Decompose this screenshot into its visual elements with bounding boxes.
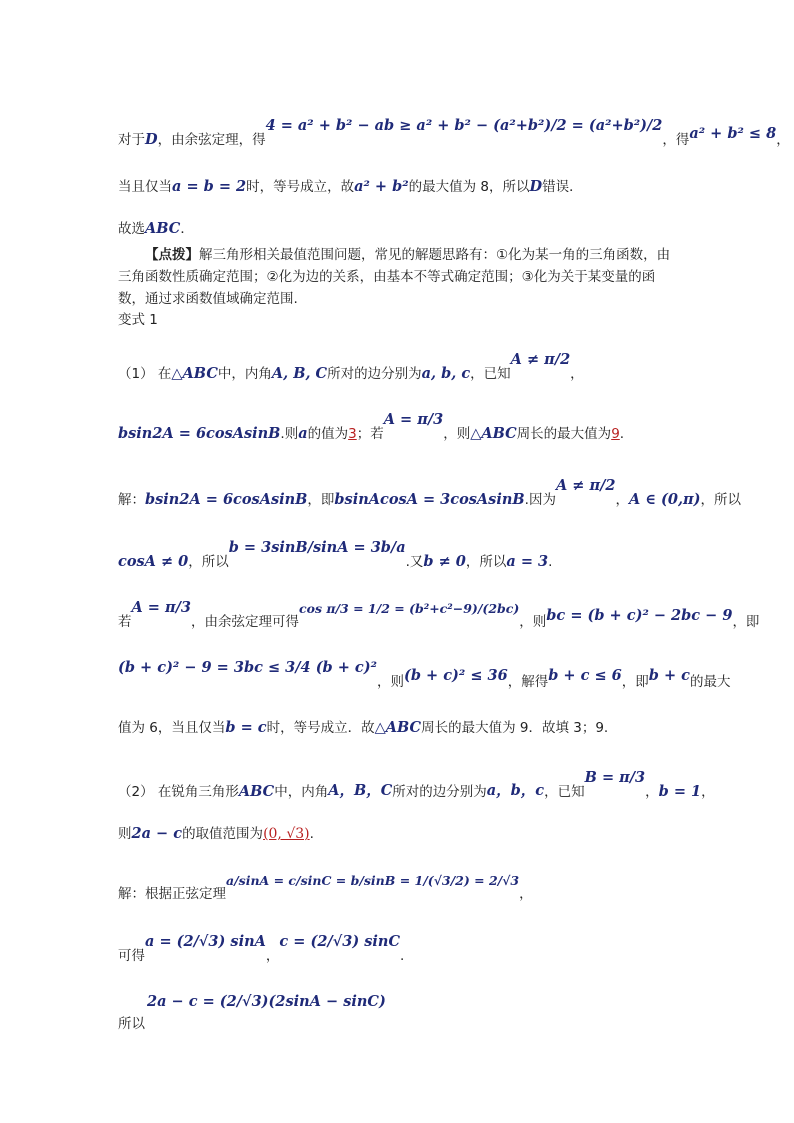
choose-line	[118, 207, 678, 237]
text: 中，内角	[274, 784, 329, 800]
text: ，	[615, 492, 629, 508]
text: ，得	[662, 132, 690, 148]
text: ，	[519, 886, 533, 902]
text: 周长的最大值为	[516, 426, 612, 442]
text: ，由余弦定理，得	[157, 132, 266, 148]
text: 所以	[118, 1016, 145, 1032]
text: ，所以	[700, 492, 742, 508]
text: 时，等号成立，故	[246, 179, 355, 195]
text: ，即	[732, 614, 760, 630]
math: B = π/3	[584, 769, 646, 786]
tip-paragraph	[118, 244, 678, 310]
math: A，B，C	[328, 782, 393, 799]
math: D	[145, 131, 158, 148]
text: ，	[265, 948, 280, 964]
text: ，	[570, 366, 584, 382]
math: △ABC	[470, 425, 517, 442]
answer-blank: (0, √3)	[263, 826, 310, 842]
math: 2a − c = (2/√3)(2sinA − sinC)	[147, 993, 386, 1010]
math: D	[529, 178, 543, 195]
math: ABC	[238, 783, 275, 800]
answer-blank: 3	[348, 426, 357, 442]
text: 周长的最大值为 9．故填 3；9.	[421, 720, 609, 736]
math: a = (2/√3) sinA	[145, 933, 266, 950]
variant-label	[118, 309, 678, 331]
math-fraction: cos π/3 = 1/2 = (b²+c²−9)/(2bc)	[299, 601, 520, 616]
solution-2-line-3	[118, 993, 678, 1032]
problem-1-line-2	[118, 412, 678, 442]
math: △ABC	[374, 719, 422, 736]
math: a² + b² ≤ 8	[689, 125, 777, 142]
text: ，	[645, 784, 659, 800]
text: .	[309, 826, 314, 842]
math: a	[298, 425, 308, 442]
math: a = 3	[506, 553, 549, 570]
text: ，则	[376, 674, 404, 690]
text: 若	[118, 614, 132, 630]
text: ，已知	[544, 784, 585, 800]
math: a = b = 2	[172, 178, 247, 195]
text: ，所以	[188, 554, 229, 570]
solution-line-4	[118, 659, 731, 690]
math: ABC	[145, 220, 181, 237]
text: 中，内角	[217, 366, 272, 382]
math: bsin2A = 6cosAsinB	[118, 425, 281, 442]
math: b ≠ 0	[423, 553, 466, 570]
math: b = 1	[658, 783, 702, 800]
text: 的值为	[307, 426, 349, 442]
text: ，则	[443, 426, 471, 442]
text: 值为 6，当且仅当	[118, 720, 226, 736]
text: 的取值范围为	[182, 826, 264, 842]
text: 错误．	[542, 179, 583, 195]
text: 的最大值为 8，所以	[408, 179, 530, 195]
solution-line-1	[118, 477, 742, 508]
math: b = c	[225, 719, 267, 736]
text: 当且仅当	[118, 179, 172, 195]
text: ，即	[307, 492, 335, 508]
text: 在	[157, 366, 172, 382]
text: 所对的边分别为	[327, 366, 422, 382]
answer-blank: 9	[611, 426, 620, 442]
problem-2-line	[118, 769, 715, 800]
math: A = π/3	[383, 411, 444, 428]
text: 可得	[118, 948, 145, 964]
problem-1-line	[118, 352, 678, 382]
math: c = (2/√3) sinC	[279, 933, 400, 950]
math: a, b, c	[421, 365, 471, 382]
math-fraction: b = 3sinB/sinA = 3b/a	[228, 539, 406, 556]
math: bsinAcosA = 3cosAsinB	[334, 491, 525, 508]
text: ，即	[621, 674, 649, 690]
text: ，由余弦定理可得	[191, 614, 299, 630]
text: .	[548, 554, 553, 570]
math-inequality: 4 = a² + b² − ab ≥ a² + b² − (a²+b²)/2 = (a²+b²)/2	[265, 117, 663, 134]
text: 所对的边分别为	[392, 784, 487, 800]
tip-label: 【点拨】	[145, 247, 199, 263]
text: ，已知	[470, 366, 511, 382]
text: .又	[405, 554, 424, 570]
text: .则	[280, 426, 299, 442]
math: a² + b²	[354, 178, 409, 195]
math: A, B, C	[271, 365, 328, 382]
text: ，解得	[507, 674, 549, 690]
math: b + c	[648, 667, 690, 684]
text: ；若	[356, 426, 384, 442]
text: 时，等号成立．故	[266, 720, 375, 736]
d-case-line	[118, 117, 790, 148]
problem-number: （1）	[118, 366, 154, 382]
solution-line-3	[118, 599, 760, 630]
math: 2a − c	[131, 825, 183, 842]
math: b + c ≤ 6	[548, 667, 622, 684]
math: A = π/3	[131, 599, 191, 616]
text: 解：	[118, 492, 145, 508]
d-case-line-2	[118, 165, 678, 195]
text: .	[619, 426, 625, 442]
text: ，	[776, 132, 790, 148]
text: 故选	[118, 221, 145, 237]
tip-text: 解三角形相关最值范围问题，常见的解题思路有：①化为某一角的三角函数，由三角函数性质确定范围；②化为边的关系，由基本不等式确定范围；③化为关于某变量的函数，通过求函数值域确定范围.	[118, 247, 671, 307]
math: (b + c)² ≤ 36	[403, 667, 508, 684]
text: 对于	[118, 132, 145, 148]
math: △ABC	[171, 365, 218, 382]
text: 的最大	[689, 674, 731, 690]
math-fraction: a/sinA = c/sinC = b/sinB = 1/(√3/2) = 2/√3	[226, 873, 520, 888]
text: ，所以	[465, 554, 507, 570]
solution-line-2	[118, 540, 678, 570]
math: a，b，c	[486, 782, 545, 799]
text: 在锐角三角形	[157, 784, 239, 800]
text: .	[400, 948, 405, 964]
text: 则	[118, 826, 132, 842]
solution-2-line-1	[118, 872, 678, 902]
text: .因为	[524, 492, 556, 508]
math: A ≠ π/2	[555, 477, 616, 494]
problem-2-line-2	[118, 812, 678, 842]
math: bc = (b + c)² − 2bc − 9	[546, 607, 733, 624]
text: 变式 1	[118, 312, 158, 328]
math: cosA ≠ 0	[118, 553, 189, 570]
math: bsin2A = 6cosAsinB	[145, 491, 308, 508]
text: ，则	[519, 614, 547, 630]
solution-line-5	[118, 706, 678, 736]
math: A ≠ π/2	[510, 351, 571, 368]
text: 解：根据正弦定理	[118, 886, 226, 902]
math: A ∈ (0,π)	[628, 491, 701, 508]
text: ．	[180, 221, 194, 237]
solution-2-line-2	[118, 934, 678, 964]
math-inequality: (b + c)² − 9 = 3bc ≤ 3/4 (b + c)²	[118, 659, 377, 676]
problem-number: （2）	[118, 784, 154, 800]
text: ，	[701, 784, 715, 800]
